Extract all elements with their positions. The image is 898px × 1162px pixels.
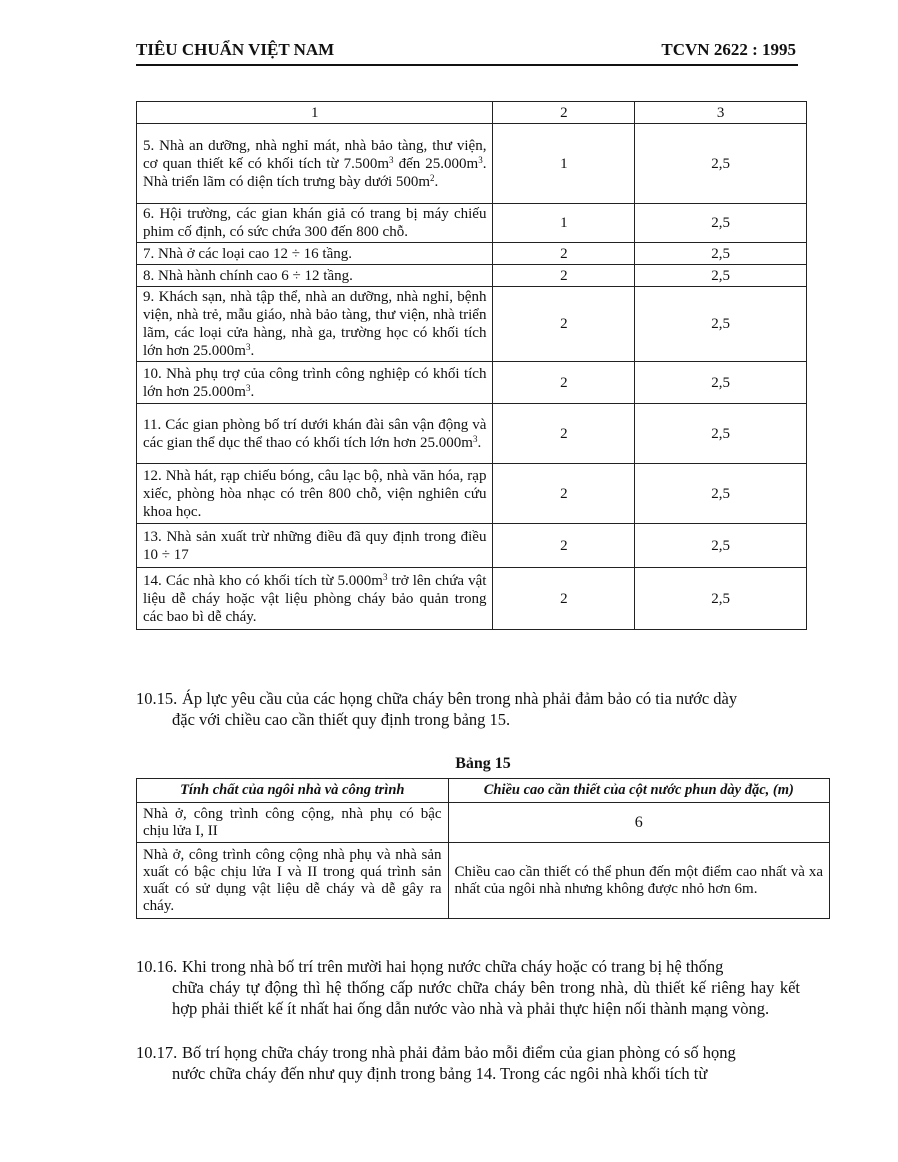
building-description-cell: 14. Các nhà kho có khối tích từ $5.000m^3$ trở lên chứa vật liệu dễ cháy hoặc vật liệu phòng cháy bảo quản trong các bao bì dễ cháy. — [137, 568, 493, 630]
paragraph-text: Áp lực yêu cầu của các họng chữa cháy bên trong nhà phải đảm bảo có tia nước dày — [182, 689, 738, 708]
header-standard-name: TIÊU CHUẨN VIỆT NAM — [136, 40, 335, 59]
table-row — [137, 287, 807, 362]
column-header-water-height: Chiều cao cần thiết của cột nước phun dày đặc, (m) — [448, 779, 829, 803]
building-description-cell: 5. Nhà an dưỡng, nhà nghỉ mát, nhà bảo tàng, thư viện, cơ quan thiết kế có khối tích từ $7.500m^3$ đến $25.000m^3$. Nhà triển lãm có diện tích trưng bày dưới $500m^2$. — [137, 124, 493, 204]
table-header-row — [137, 779, 830, 803]
table-row — [137, 204, 807, 243]
hydrant-count-cell: 2 — [493, 287, 635, 362]
paragraph-number: 10.15. — [136, 689, 178, 708]
hydrant-count-cell: 2 — [493, 362, 635, 404]
flow-rate-cell: 2,5 — [635, 243, 807, 265]
building-description-cell: 11. Các gian phòng bố trí dưới khán đài sân vận động và các gian thể dục thể thao có khối tích lớn hơn $25.000m^3$. — [137, 404, 493, 464]
table-row — [137, 265, 807, 287]
table-row — [137, 843, 830, 919]
hydrant-count-cell: 1 — [493, 204, 635, 243]
paragraph-text-continued: chữa cháy tự động thì hệ thống cấp nước chữa cháy bên trong nhà, dù thiết kế riêng hay kết hợp phải thiết kế ít nhất hai ống dẫn nước vào nhà và phải thực hiện nối thành mạng vòng. — [172, 978, 800, 1018]
paragraph-text-continued: đặc với chiều cao cần thiết quy định trong bảng 15. — [172, 710, 511, 729]
paragraph-number: 10.17. — [136, 1043, 178, 1062]
building-type-cell: Nhà ở, công trình công cộng, nhà phụ có bậc chịu lửa I, II — [137, 803, 449, 843]
hydrant-count-cell: 2 — [493, 524, 635, 568]
table-15 — [136, 778, 830, 919]
paragraph-10-15 — [136, 688, 800, 730]
header-standard-code: TCVN 2622 : 1995 — [661, 40, 796, 59]
column-number-2: 2 — [493, 102, 635, 124]
table-row — [137, 464, 807, 524]
building-description-cell: 9. Khách sạn, nhà tập thể, nhà an dưỡng, nhà nghỉ, bệnh viện, nhà trẻ, mẫu giáo, nhà bảo tàng, thư viện, nhà triển lãm, các loại cửa hàng, nhà ga, trường học có khối tích lớn hơn $25.000m^3$. — [137, 287, 493, 362]
building-description-cell: 10. Nhà phụ trợ của công trình công nghiệp có khối tích lớn hơn $25.000m^3$. — [137, 362, 493, 404]
paragraph-text: Khi trong nhà bố trí trên mười hai họng nước chữa cháy hoặc có trang bị hệ thống — [182, 957, 724, 976]
flow-rate-cell: 2,5 — [635, 124, 807, 204]
flow-rate-cell: 2,5 — [635, 464, 807, 524]
page-header — [136, 40, 798, 66]
column-number-1: 1 — [137, 102, 493, 124]
building-description-cell: 7. Nhà ở các loại cao 12 ÷ 16 tầng. — [137, 243, 493, 265]
building-description-cell: 12. Nhà hát, rạp chiếu bóng, câu lạc bộ, nhà văn hóa, rạp xiếc, phòng hòa nhạc có trên 800 chỗ, viện nghiên cứu khoa học. — [137, 464, 493, 524]
flow-rate-cell: 2,5 — [635, 568, 807, 630]
table-header-row — [137, 102, 807, 124]
building-description-cell: 13. Nhà sản xuất trừ những điều đã quy định trong điều 10 ÷ 17 — [137, 524, 493, 568]
column-header-building-type: Tính chất của ngôi nhà và công trình — [137, 779, 449, 803]
hydrant-count-cell: 2 — [493, 404, 635, 464]
paragraph-text-continued: nước chữa cháy đến như quy định trong bảng 14. Trong các ngôi nhà khối tích từ — [172, 1064, 708, 1083]
table-row — [137, 568, 807, 630]
table-row — [137, 404, 807, 464]
building-type-cell: Nhà ở, công trình công cộng nhà phụ và nhà sản xuất có bậc chịu lửa I và II trong quá trình sản xuất có sử dụng vật liệu dễ cháy và dễ gây ra cháy. — [137, 843, 449, 919]
flow-rate-cell: 2,5 — [635, 265, 807, 287]
flow-rate-cell: 2,5 — [635, 524, 807, 568]
hydrant-count-cell: 1 — [493, 124, 635, 204]
flow-rate-cell: 2,5 — [635, 404, 807, 464]
paragraph-number: 10.16. — [136, 957, 178, 976]
flow-rate-cell: 2,5 — [635, 204, 807, 243]
building-description-cell: 6. Hội trường, các gian khán giả có trang bị máy chiếu phim cố định, có sức chứa 300 đến 800 chỗ. — [137, 204, 493, 243]
hydrant-count-cell: 2 — [493, 464, 635, 524]
paragraph-10-17 — [136, 1042, 800, 1084]
table-row — [137, 362, 807, 404]
hydrant-count-cell: 2 — [493, 568, 635, 630]
water-height-cell: Chiều cao cần thiết có thể phun đến một điểm cao nhất và xa nhất của ngôi nhà nhưng không được nhỏ hơn 6m. — [448, 843, 829, 919]
table-row — [137, 243, 807, 265]
flow-rate-cell: 2,5 — [635, 287, 807, 362]
table-row — [137, 803, 830, 843]
paragraph-10-16 — [136, 956, 800, 1019]
flow-rate-cell: 2,5 — [635, 362, 807, 404]
column-number-3: 3 — [635, 102, 807, 124]
table-14-continuation — [136, 101, 807, 630]
table-15-caption: Bảng 15 — [455, 755, 511, 772]
hydrant-count-cell: 2 — [493, 243, 635, 265]
table-row — [137, 524, 807, 568]
table-row — [137, 124, 807, 204]
building-description-cell: 8. Nhà hành chính cao 6 ÷ 12 tầng. — [137, 265, 493, 287]
water-height-cell: 6 — [448, 803, 829, 843]
paragraph-text: Bố trí họng chữa cháy trong nhà phải đảm bảo mỗi điểm của gian phòng có số họng — [182, 1043, 736, 1062]
hydrant-count-cell: 2 — [493, 265, 635, 287]
